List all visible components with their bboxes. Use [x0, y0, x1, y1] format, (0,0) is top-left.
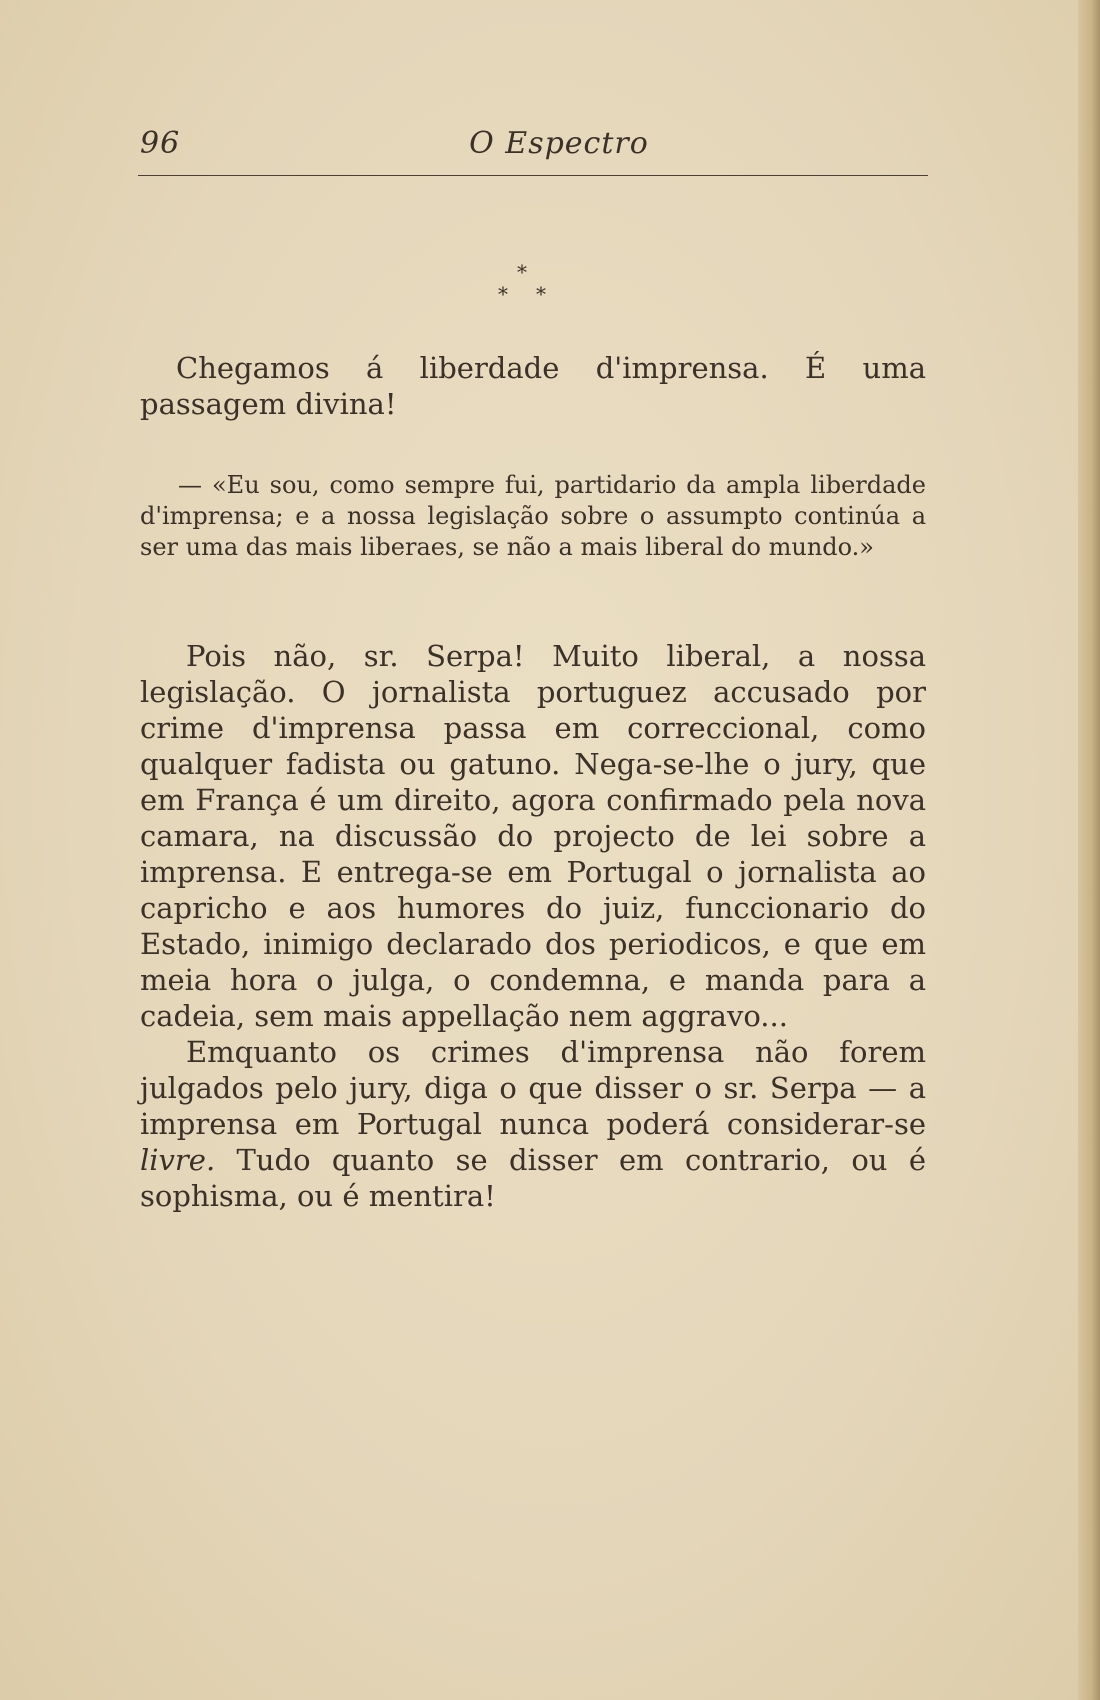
paragraph-conclusion: [140, 1034, 926, 1214]
page-edge: [1078, 0, 1100, 1700]
page-number: 96: [140, 126, 181, 161]
asterism-star: *: [498, 282, 508, 306]
header-rule: [138, 175, 928, 176]
asterism-star: *: [536, 282, 546, 306]
conclusion-text-end: Tudo quanto se disser em contrario, ou é sophisma, ou é mentira!: [140, 1143, 926, 1213]
paragraph-intro: Chegamos á liberdade d'imprensa. É uma passagem divina!: [140, 351, 926, 421]
conclusion-text-start: Emquanto os crimes d'imprensa não forem julgados pelo jury, diga o que disser o sr. Serpa — a imprensa em Portugal nunca poderá considerar-se: [140, 1035, 926, 1141]
asterism-star: *: [517, 260, 527, 284]
page-header: [140, 118, 928, 168]
paragraph-quotation: — «Eu sou, como sempre fui, partidario da ampla liberdade d'imprensa; e a nossa legislação sobre o assumpto continúa a ser uma das mais liberaes, se não a mais liberal do mundo.»: [140, 471, 926, 561]
paragraph-response: Pois não, sr. Serpa! Muito liberal, a nossa legislação. O jornalista portuguez accusado por crime d'imprensa passa em correccional, como qualquer fadista ou gatuno. Nega-se-lhe o jury, que em França é um direito, agora confirmado pela nova camara, na discussão do projecto de lei sobre a imprensa. E entrega-se em Portugal o jornalista ao capricho e aos humores do juiz, funccionario do Estado, inimigo declarado dos periodicos, e que em meia hora o julga, o condemna, e manda para a cadeia, sem mais appellação nem aggravo...: [140, 639, 926, 1033]
conclusion-italic-word: livre.: [140, 1143, 216, 1177]
section-break-asterism: [490, 262, 560, 312]
running-title: O Espectro: [469, 126, 649, 161]
